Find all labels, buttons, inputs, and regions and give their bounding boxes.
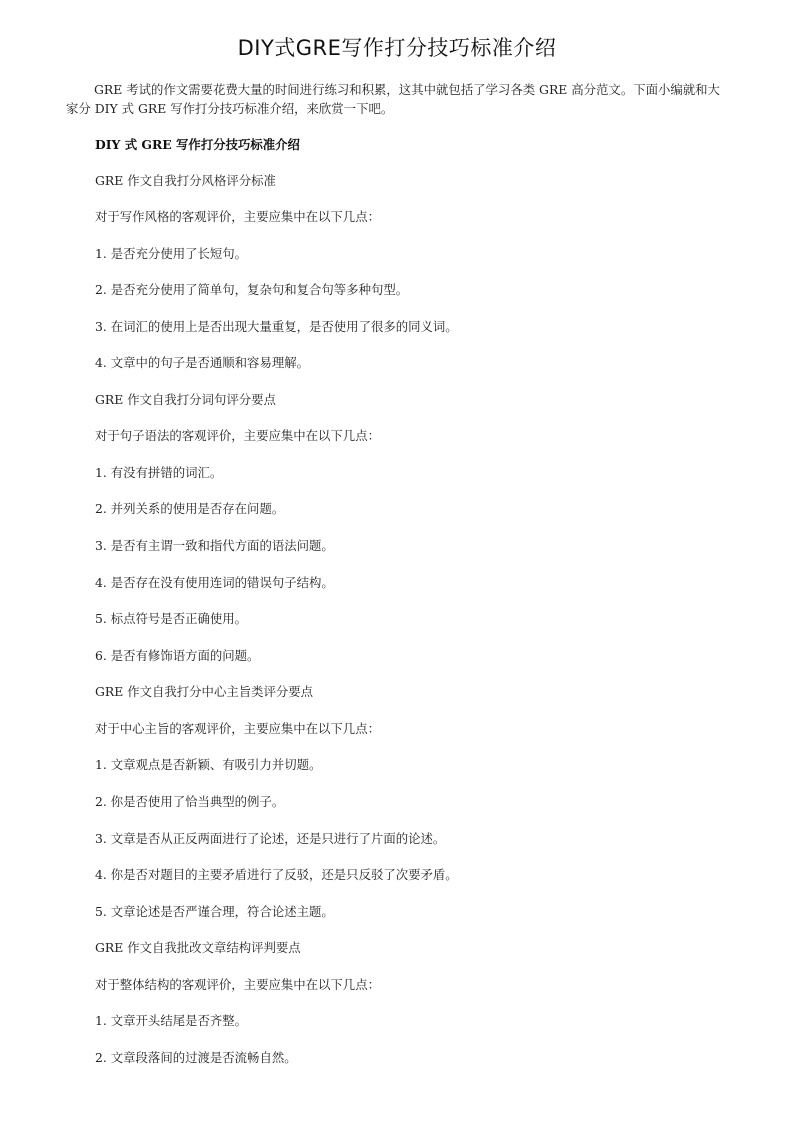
list-intro: 对于写作风格的客观评价，主要应集中在以下几点： — [95, 209, 380, 224]
list-item: 3. 在词汇的使用上是否出现大量重复，是否使用了很多的同义词。 — [95, 319, 458, 334]
intro-paragraph: GRE 考试的作文需要花费大量的时间进行练习和积累，这其中就包括了学习各类 GRE 高分范文。下面小编就和大家分 DIY 式 GRE 写作打分技巧标准介绍，来欣赏一下吧。 — [66, 82, 720, 116]
list-item: 3. 是否有主谓一致和指代方面的语法问题。 — [95, 538, 334, 553]
list-item: 4. 是否存在没有使用连词的错误句子结构。 — [95, 575, 334, 590]
subheading-style: GRE 作文自我打分风格评分标准 — [95, 173, 276, 188]
list-item: 2. 是否充分使用了简单句，复杂句和复合句等多种句型。 — [95, 282, 409, 297]
list-intro: 对于整体结构的客观评价，主要应集中在以下几点： — [95, 977, 380, 992]
list-item: 5. 标点符号是否正确使用。 — [95, 611, 248, 626]
list-item: 3. 文章是否从正反两面进行了论述，还是只进行了片面的论述。 — [95, 831, 446, 846]
subheading-grammar: GRE 作文自我打分词句评分要点 — [95, 392, 276, 407]
list-intro: 对于中心主旨的客观评价，主要应集中在以下几点： — [95, 721, 380, 736]
list-item: 1. 文章观点是否新颖、有吸引力并切题。 — [95, 757, 322, 772]
list-item: 6. 是否有修饰语方面的问题。 — [95, 648, 260, 663]
list-item: 1. 是否充分使用了长短句。 — [95, 246, 248, 261]
list-item: 4. 你是否对题目的主要矛盾进行了反驳，还是只反驳了次要矛盾。 — [95, 867, 458, 882]
list-item: 2. 你是否使用了恰当典型的例子。 — [95, 794, 285, 809]
section-heading: DIY 式 GRE 写作打分技巧标准介绍 — [95, 137, 300, 152]
list-item: 5. 文章论述是否严谨合理，符合论述主题。 — [95, 904, 334, 919]
list-item: 4. 文章中的句子是否通顺和容易理解。 — [95, 355, 310, 370]
list-item: 1. 有没有拼错的词汇。 — [95, 465, 223, 480]
document-title: DIY式GRE写作打分技巧标准介绍 — [237, 36, 557, 60]
subheading-theme: GRE 作文自我打分中心主旨类评分要点 — [95, 684, 314, 699]
list-intro: 对于句子语法的客观评价，主要应集中在以下几点： — [95, 428, 380, 443]
list-item: 1. 文章开头结尾是否齐整。 — [95, 1013, 248, 1028]
list-item: 2. 并列关系的使用是否存在问题。 — [95, 501, 285, 516]
list-item: 2. 文章段落间的过渡是否流畅自然。 — [95, 1050, 297, 1065]
subheading-structure: GRE 作文自我批改文章结构评判要点 — [95, 940, 301, 955]
